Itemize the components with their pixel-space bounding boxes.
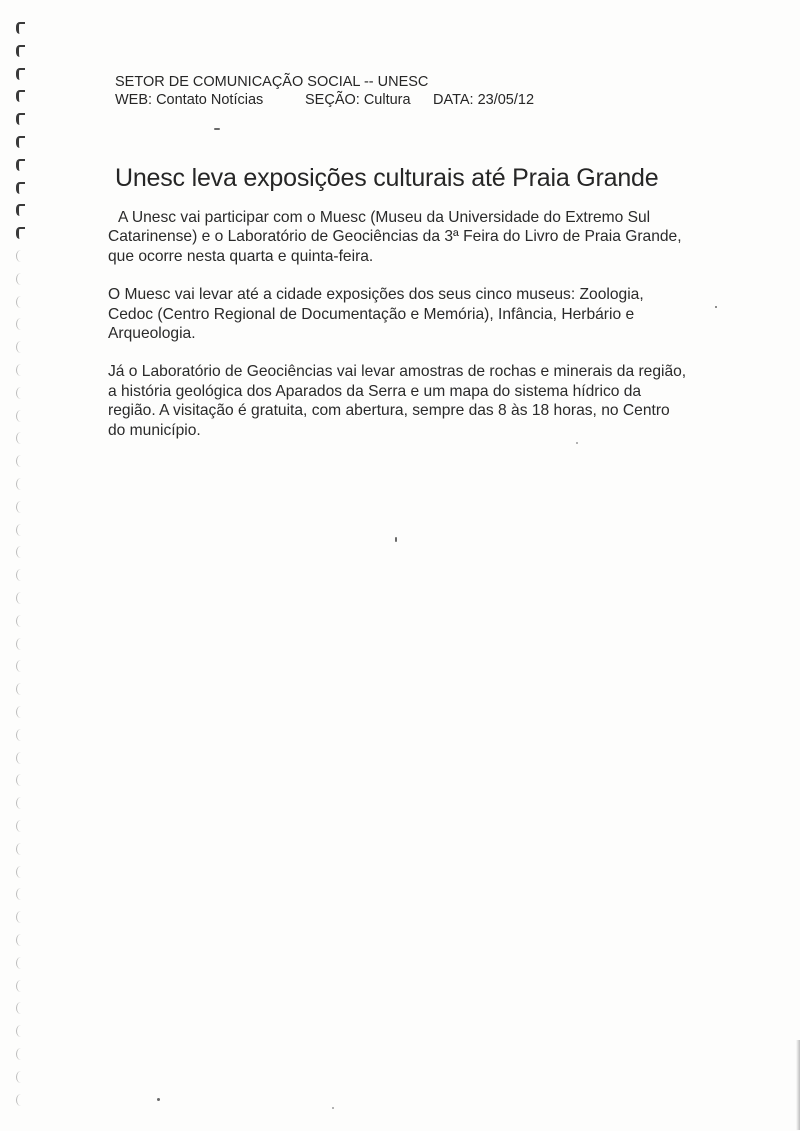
binder-hole (16, 866, 26, 878)
binder-hole (16, 273, 26, 285)
binder-hole (16, 1025, 26, 1037)
scan-speck (576, 442, 578, 444)
binder-hole (16, 546, 26, 558)
binder-hole (16, 888, 26, 900)
binder-hole (16, 752, 26, 764)
article-title: Unesc leva exposições culturais até Praia Grande (115, 164, 659, 192)
binder-hole (16, 569, 26, 581)
binder-hole (16, 1071, 26, 1083)
binder-hole (16, 615, 26, 627)
binder-hole (16, 501, 26, 513)
binder-hole (16, 820, 26, 832)
binder-hole (16, 1048, 26, 1060)
article-body (108, 208, 688, 459)
binder-hole (16, 296, 26, 308)
binder-hole (16, 387, 26, 399)
header-sector: SETOR DE COMUNICAÇÃO SOCIAL -- UNESC (115, 74, 429, 90)
scan-speck (214, 128, 220, 130)
binder-hole (16, 22, 25, 34)
binder-hole (16, 638, 26, 650)
binder-hole (16, 706, 26, 718)
binder-hole (16, 68, 25, 80)
scan-speck (395, 537, 397, 542)
binder-hole (16, 843, 26, 855)
binder-hole (16, 250, 26, 262)
binder-hole (16, 980, 26, 992)
binder-hole (16, 774, 26, 786)
binder-holes (12, 22, 32, 1122)
binder-hole (16, 318, 26, 330)
article-paragraph-3: Já o Laboratório de Geociências vai levar amostras de rochas e minerais da região, a história geológica dos Aparados da Serra e um mapa do sistema hídrico da região. A visitação é gratuita, com abertura, sempre das 8 às 18 horas, no Centro do município. (108, 363, 687, 439)
binder-hole (16, 432, 26, 444)
article-paragraph-2: O Muesc vai levar até a cidade exposições dos seus cinco museus: Zoologia, Cedoc (Centro Regional de Documentação e Memória), Infância, Herbário e Arqueologia. (108, 286, 644, 343)
binder-hole (16, 410, 26, 422)
binder-hole (16, 455, 26, 467)
binder-hole (16, 45, 25, 57)
binder-hole (16, 660, 26, 672)
binder-hole (16, 90, 25, 102)
binder-hole (16, 227, 25, 239)
binder-hole (16, 592, 26, 604)
binder-hole (16, 136, 25, 148)
header-section: SEÇÃO: Cultura (305, 92, 411, 108)
binder-hole (16, 524, 26, 536)
scan-speck (715, 306, 717, 308)
binder-hole (16, 159, 25, 171)
binder-hole (16, 797, 26, 809)
binder-hole (16, 182, 25, 194)
binder-hole (16, 478, 26, 490)
binder-hole (16, 934, 26, 946)
scan-speck (332, 1107, 334, 1109)
scan-edge-shadow (796, 1040, 800, 1130)
header-web: WEB: Contato Notícias (115, 92, 264, 108)
document-header (115, 73, 534, 109)
binder-hole (16, 911, 26, 923)
binder-hole (16, 113, 25, 125)
header-meta (115, 91, 534, 109)
binder-hole (16, 683, 26, 695)
binder-hole (16, 957, 26, 969)
binder-hole (16, 729, 26, 741)
scan-speck (157, 1098, 160, 1101)
binder-hole (16, 1094, 26, 1106)
binder-hole (16, 341, 26, 353)
binder-hole (16, 204, 25, 216)
binder-hole (16, 1002, 26, 1014)
article-paragraph-1: A Unesc vai participar com o Muesc (Museu da Universidade do Extremo Sul Catarinense) e o Laboratório de Geociências da 3ª Feira do Livro de Praia Grande, que ocorre nesta quarta e quinta-feira. (108, 209, 682, 265)
header-date: DATA: 23/05/12 (433, 92, 535, 108)
binder-hole (16, 364, 26, 376)
